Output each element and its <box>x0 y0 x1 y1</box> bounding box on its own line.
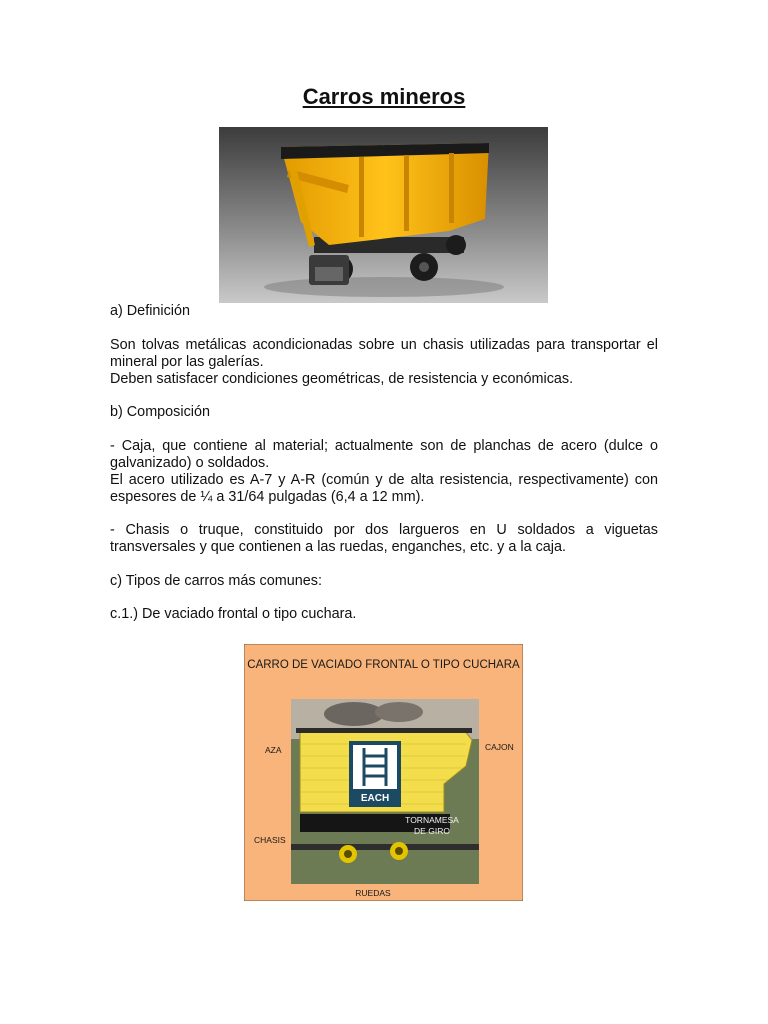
section-c-heading: c) Tipos de carros más comunes: <box>110 573 322 589</box>
label-tornamesa: TORNAMESA <box>405 815 459 825</box>
mine-cart-photo <box>219 127 548 303</box>
section-a-heading: a) Definición <box>110 303 190 319</box>
section-a-paragraph-1: Son tolvas metálicas acondicionadas sobre un chasis utilizadas para transportar el mineral por las galerías. <box>110 337 658 370</box>
label-ruedas: RUEDAS <box>355 888 391 898</box>
section-b-paragraph-2: El acero utilizado es A-7 y A-R (común y de alta resistencia, respectivamente) con espesores de ¼ a 31/64 pulgadas (6,4 a 12 mm). <box>110 472 658 505</box>
label-aza: AZA <box>265 745 282 755</box>
label-cajon: CAJON <box>485 742 514 752</box>
logo-text: EACH <box>360 793 390 804</box>
section-a-paragraph-2: Deben satisfacer condiciones geométricas, de resistencia y económicas. <box>110 371 574 387</box>
section-b-paragraph-1: - Caja, que contiene al material; actualmente son de planchas de acero (dulce o galvanizado) o soldados. <box>110 438 658 471</box>
section-b-paragraph-3: - Chasis o truque, constituido por dos largueros en U soldados a viguetas transversales y que contienen a las ruedas, enganches, etc. y a la caja. <box>110 522 658 555</box>
section-c1-heading: c.1.) De vaciado frontal o tipo cuchara. <box>110 606 357 622</box>
page-title: Carros mineros <box>302 84 466 109</box>
diagram-title: CARRO DE VACIADO FRONTAL O TIPO CUCHARA <box>247 659 520 671</box>
section-b-heading: b) Composición <box>110 404 210 420</box>
label-chasis: CHASIS <box>254 835 286 845</box>
cuchara-cart-diagram <box>244 644 523 901</box>
label-de-giro: DE GIRO <box>414 826 450 836</box>
